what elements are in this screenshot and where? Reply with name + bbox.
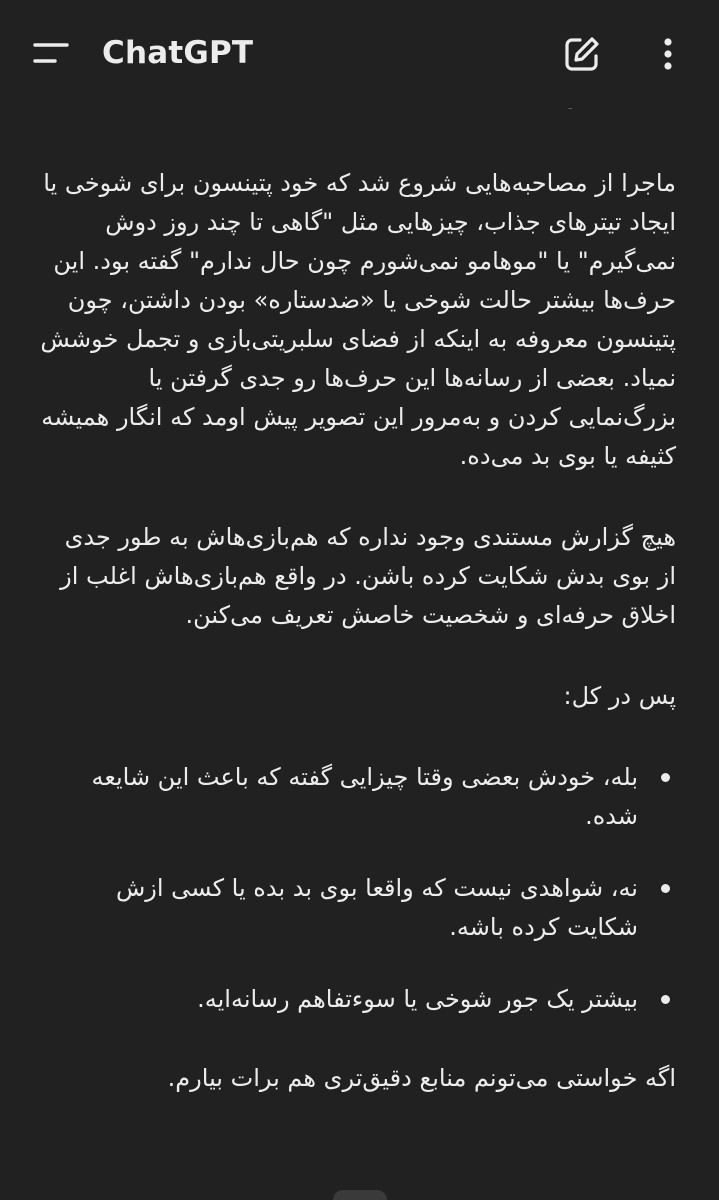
message-paragraph: ماجرا از مصاحبه‌هایی شروع شد که خود پتینسون برای شوخی یا ایجاد تیترهای جذاب، چیزهایی مثل "گاهی تا چند روز دوش نمی‌گیرم" یا "موهامو نمی‌شورم چون حال ندارم" گفته بود. این حرف‌ها بیشتر حالت شوخی یا «ضدستاره» بودن داشتن، چون پتینسون معروفه به اینکه از فضای سلبریتی‌بازی و تجمل خوشش نمیاد. بعضی از رسانه‌ها این حرف‌ها رو جدی گرفتن یا بزرگ‌نمایی کردن و به‌مرور این تصویر پیش اومد که انگار همیشه کثیفه یا بوی بد می‌ده. [40,169,676,470]
new-chat-edit-icon [558,30,606,78]
bullet-icon [661,773,670,782]
list-item [40,869,676,947]
more-vertical-icon [646,30,690,78]
menu-button[interactable] [24,30,76,78]
list-item [40,758,676,836]
more-options-button[interactable] [646,30,690,78]
bullet-icon [661,884,670,893]
app-title: ChatGPT [102,35,254,71]
closing-sentence: اگه خواستی می‌تونم منابع دقیق‌تری هم برات بیارم. [167,1064,676,1092]
bullet-icon [661,995,670,1004]
list-item-text: نه، شواهدی نیست که واقعا بوی بد بده یا کسی ازش شکایت کرده باشه. [116,874,638,941]
message-paragraph: پس در کل: [563,682,676,710]
hamburger-menu-icon [24,30,76,78]
top-app-bar [0,0,719,108]
message-paragraph: هیچ گزارش مستندی وجود نداره که هم‌بازی‌هاش به طور جدی از بوی بدش شکایت کرده باشن. در واقع هم‌بازی‌هاش اغلب از اخلاق حرفه‌ای و شخصیت خاصش تعریف می‌کنن. [60,523,676,629]
summary-list [40,758,676,1019]
assistant-message [40,164,676,1098]
list-item [40,980,676,1019]
scroll-to-bottom-handle[interactable] [333,1190,387,1200]
list-item-text: بله، خودش بعضی وقتا چیزایی گفته که باعث این شایعه شده. [91,763,638,830]
new-chat-button[interactable] [558,30,606,78]
list-item-text: بیشتر یک جور شوخی یا سوءتفاهم رسانه‌ایه. [197,985,638,1013]
